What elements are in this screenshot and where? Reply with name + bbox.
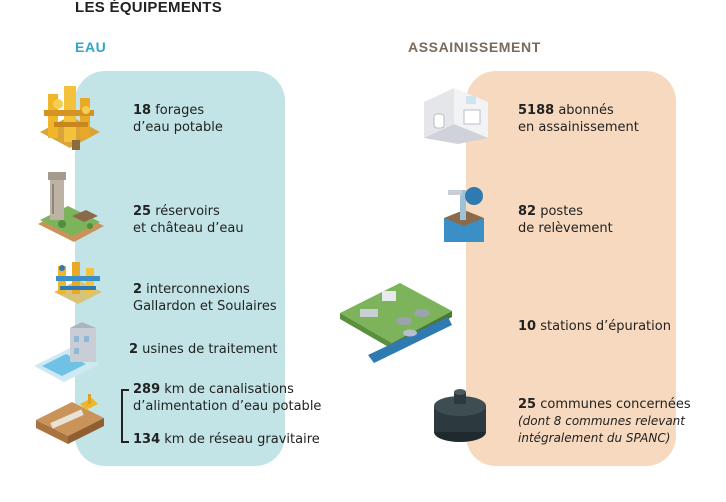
item-text: postes [536, 204, 584, 219]
item-text: d’eau potable [133, 120, 223, 135]
item-text: stations d’épuration [536, 319, 671, 334]
assainissement-heading: ASSAINISSEMENT [408, 39, 541, 55]
item-number: 5188 [518, 103, 555, 118]
page-title: LES ÉQUIPEMENTS [75, 0, 223, 16]
item-note: (dont 8 communes relevant [518, 414, 685, 428]
pipeline-trench-icon [32, 392, 106, 448]
item-number: 25 [518, 397, 537, 412]
assainissement-item-abonnes [518, 102, 639, 136]
treatment-plant-icon [30, 322, 106, 388]
item-text: abonnés [554, 103, 614, 118]
item-number: 2 [129, 342, 139, 357]
item-text: usines de traitement [138, 342, 278, 357]
item-text: Gallardon et Soulaires [133, 299, 277, 314]
pumping-station-icon [440, 184, 494, 250]
network-bracket [121, 389, 129, 443]
eau-item-forages [133, 102, 223, 136]
assainissement-item-stations [518, 318, 671, 335]
pipe-interconnection-icon [50, 258, 106, 306]
eau-item-interconnexions [133, 281, 277, 315]
item-text: en assainissement [518, 120, 639, 135]
item-text: forages [151, 103, 205, 118]
item-number: 25 [133, 204, 152, 219]
item-number: 18 [133, 103, 152, 118]
item-number: 10 [518, 319, 537, 334]
assainissement-item-postes [518, 203, 613, 237]
item-text: interconnexions [142, 282, 250, 297]
item-text: communes concernées [536, 397, 691, 412]
item-number: 82 [518, 204, 537, 219]
item-number: 2 [133, 282, 143, 297]
item-text: km de réseau gravitaire [160, 432, 320, 447]
item-note: intégralement du SPANC) [518, 431, 671, 445]
wastewater-plant-icon [338, 277, 454, 369]
item-text: et château d’eau [133, 221, 244, 236]
eau-item-usines [129, 341, 277, 358]
eau-item-canalisations [133, 381, 321, 415]
item-text: réservoirs [151, 204, 220, 219]
item-text: de relèvement [518, 221, 613, 236]
drilling-rig-icon [34, 80, 106, 158]
item-number: 289 [133, 382, 161, 397]
assainissement-item-communes [518, 396, 691, 447]
item-text: d’alimentation d’eau potable [133, 399, 322, 414]
bathroom-icon [420, 84, 492, 144]
eau-item-reservoirs [133, 203, 244, 237]
water-tower-icon [32, 168, 106, 246]
item-text: km de canalisations [160, 382, 294, 397]
eau-heading: EAU [75, 39, 107, 55]
eau-item-gravitaire [133, 431, 320, 448]
septic-tank-icon [430, 388, 490, 448]
item-number: 134 [133, 432, 161, 447]
